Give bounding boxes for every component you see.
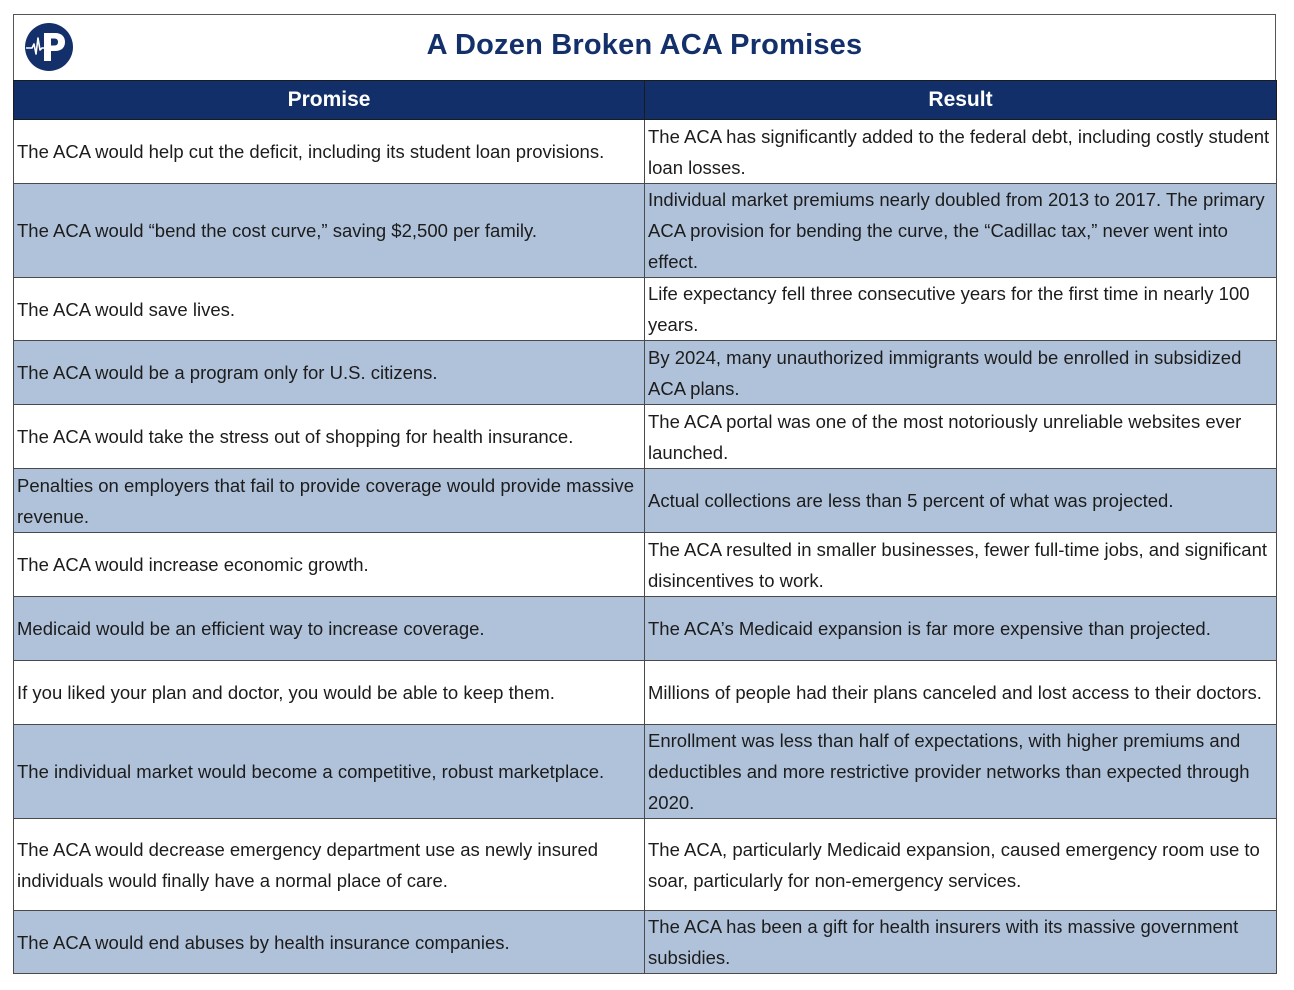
table-row [14,533,1277,597]
column-header-promise: Promise [14,81,645,120]
promise-cell: Penalties on employers that fail to provide coverage would provide massive revenue. [14,469,645,533]
table-row [14,911,1277,974]
table-row [14,120,1277,184]
table-row [14,469,1277,533]
promise-cell: The ACA would help cut the deficit, including its student loan provisions. [14,120,645,184]
promise-cell: If you liked your plan and doctor, you would be able to keep them. [14,661,645,725]
result-cell: Millions of people had their plans canceled and lost access to their doctors. [645,661,1277,725]
result-cell: Individual market premiums nearly doubled from 2013 to 2017. The primary ACA provision for bending the curve, the “Cadillac tax,” never went into effect. [645,184,1277,278]
promises-table [13,80,1277,974]
promise-cell: The ACA would increase economic growth. [14,533,645,597]
result-cell: The ACA has significantly added to the federal debt, including costly student loan losses. [645,120,1277,184]
promise-cell: The individual market would become a competitive, robust marketplace. [14,725,645,819]
document-frame [13,14,1276,969]
promise-cell: The ACA would save lives. [14,278,645,341]
promise-cell: The ACA would “bend the cost curve,” saving $2,500 per family. [14,184,645,278]
result-cell: Enrollment was less than half of expectations, with higher premiums and deductibles and more restrictive provider networks than expected through 2020. [645,725,1277,819]
promise-cell: Medicaid would be an efficient way to increase coverage. [14,597,645,661]
table-row [14,184,1277,278]
table-row [14,725,1277,819]
page-title: A Dozen Broken ACA Promises [426,29,863,61]
result-cell: Life expectancy fell three consecutive years for the first time in nearly 100 years. [645,278,1277,341]
column-header-result: Result [645,81,1277,120]
table-row [14,597,1277,661]
promise-cell: The ACA would take the stress out of shopping for health insurance. [14,405,645,469]
result-cell: Actual collections are less than 5 percent of what was projected. [645,469,1277,533]
result-cell: The ACA’s Medicaid expansion is far more expensive than projected. [645,597,1277,661]
table-header-row [14,81,1277,120]
table-row [14,341,1277,405]
table-row [14,661,1277,725]
promise-cell: The ACA would end abuses by health insurance companies. [14,911,645,974]
result-cell: By 2024, many unauthorized immigrants would be enrolled in subsidized ACA plans. [645,341,1277,405]
table-row [14,278,1277,341]
table-row [14,405,1277,469]
promise-cell: The ACA would decrease emergency department use as newly insured individuals would finally have a normal place of care. [14,819,645,911]
table-row [14,819,1277,911]
promise-cell: The ACA would be a program only for U.S. citizens. [14,341,645,405]
result-cell: The ACA portal was one of the most notoriously unreliable websites ever launched. [645,405,1277,469]
result-cell: The ACA, particularly Medicaid expansion, caused emergency room use to soar, particularly for non-emergency services. [645,819,1277,911]
result-cell: The ACA resulted in smaller businesses, fewer full-time jobs, and significant disincentives to work. [645,533,1277,597]
result-cell: The ACA has been a gift for health insurers with its massive government subsidies. [645,911,1277,974]
title-bar [14,15,1275,81]
